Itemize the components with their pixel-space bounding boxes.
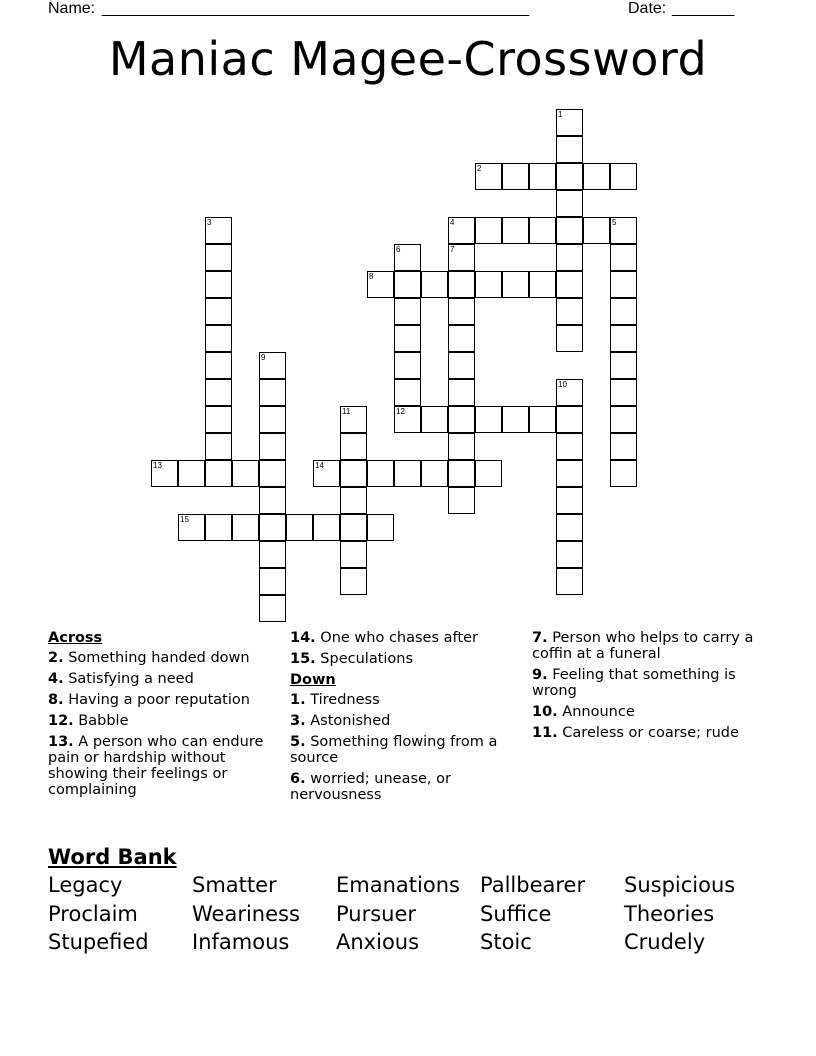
grid-cell[interactable] — [259, 487, 286, 514]
word-bank-word: Proclaim — [48, 901, 138, 926]
grid-cell[interactable] — [421, 271, 448, 298]
clue — [532, 725, 762, 741]
clue-text: A person who can endure pain or hardship without showing their feelings or complaining — [48, 734, 264, 798]
word-bank-word: Anxious — [336, 930, 420, 954]
grid-cell[interactable] — [529, 217, 556, 244]
grid-cell[interactable] — [475, 163, 502, 190]
down-clue-list-continued — [532, 630, 762, 741]
grid-cell[interactable] — [448, 217, 475, 244]
clue-number: 3. — [290, 713, 306, 729]
grid-cell[interactable] — [529, 163, 556, 190]
grid-cell[interactable] — [367, 271, 394, 298]
clue-number: 8. — [48, 692, 64, 708]
word-bank-word: Infamous — [192, 930, 290, 954]
grid-cell[interactable] — [205, 325, 232, 352]
grid-cell[interactable] — [259, 433, 286, 460]
grid-cell[interactable] — [421, 460, 448, 487]
grid-cell[interactable] — [340, 514, 367, 541]
grid-cell[interactable] — [610, 217, 637, 244]
clue-text: Person who helps to carry a coffin at a funeral — [532, 630, 754, 662]
grid-cell[interactable] — [448, 244, 475, 271]
grid-cell[interactable] — [259, 595, 286, 622]
grid-cell[interactable] — [502, 163, 529, 190]
clue-number: 1. — [290, 692, 306, 708]
grid-cell[interactable] — [475, 460, 502, 487]
grid-cell[interactable] — [610, 433, 637, 460]
grid-cell[interactable] — [475, 406, 502, 433]
grid-cell[interactable] — [259, 460, 286, 487]
grid-cell[interactable] — [610, 325, 637, 352]
clue-number: 14. — [290, 630, 316, 646]
clue-number: 7. — [532, 630, 548, 646]
grid-cell[interactable] — [394, 460, 421, 487]
clue-number: 2 — [477, 164, 482, 173]
grid-cell[interactable] — [367, 514, 394, 541]
grid-cell[interactable] — [205, 271, 232, 298]
grid-cell[interactable] — [610, 460, 637, 487]
grid-cell[interactable] — [421, 406, 448, 433]
word-bank-word: Suffice — [480, 901, 552, 926]
grid-cell[interactable] — [178, 514, 205, 541]
grid-cell[interactable] — [475, 217, 502, 244]
grid-cell[interactable] — [556, 325, 583, 352]
grid-cell[interactable] — [556, 217, 583, 244]
word-bank-word: Pallbearer — [480, 873, 586, 897]
clue-number: 4. — [48, 671, 64, 687]
clue — [532, 667, 762, 699]
clue-number: 14 — [315, 461, 324, 470]
clue-number: 5. — [290, 734, 306, 750]
grid-cell[interactable] — [556, 406, 583, 433]
clue-number: 4 — [450, 218, 455, 227]
grid-cell[interactable] — [205, 460, 232, 487]
grid-cell[interactable] — [340, 460, 367, 487]
clue-number: 7 — [450, 245, 455, 254]
clue-text: Tiredness — [305, 692, 380, 708]
clue — [48, 734, 273, 798]
grid-cell[interactable] — [313, 460, 340, 487]
grid-cell[interactable] — [448, 271, 475, 298]
across-heading: Across — [48, 630, 103, 646]
grid-cell[interactable] — [205, 244, 232, 271]
grid-cell[interactable] — [205, 433, 232, 460]
word-bank-word: Weariness — [192, 901, 300, 926]
grid-cell[interactable] — [556, 136, 583, 163]
clue-number: 11 — [342, 407, 351, 416]
grid-cell[interactable] — [340, 541, 367, 568]
grid-cell[interactable] — [394, 244, 421, 271]
grid-cell[interactable] — [232, 460, 259, 487]
clue-text: Astonished — [305, 713, 391, 729]
clue — [48, 671, 273, 687]
clue-text: Careless or coarse; rude — [557, 725, 739, 741]
grid-cell[interactable] — [205, 298, 232, 325]
grid-cell[interactable] — [313, 514, 340, 541]
word-bank-word: Crudely — [624, 930, 706, 954]
clue-number: 3 — [207, 218, 212, 227]
across-clue-list-continued — [290, 630, 515, 667]
grid-cell[interactable] — [556, 271, 583, 298]
grid-cell[interactable] — [448, 325, 475, 352]
grid-cell[interactable] — [556, 460, 583, 487]
clue — [48, 650, 273, 666]
grid-cell[interactable] — [205, 406, 232, 433]
grid-cell[interactable] — [583, 163, 610, 190]
down-heading: Down — [290, 672, 336, 688]
grid-cell[interactable] — [475, 271, 502, 298]
clue-number: 5 — [612, 218, 617, 227]
clue — [290, 771, 515, 803]
grid-cell[interactable] — [529, 271, 556, 298]
grid-cell[interactable] — [205, 514, 232, 541]
grid-cell[interactable] — [610, 271, 637, 298]
word-bank-word: Emanations — [336, 873, 460, 897]
grid-cell[interactable] — [448, 352, 475, 379]
clue — [532, 630, 762, 662]
clue-number: 10 — [558, 380, 567, 389]
grid-cell[interactable] — [259, 352, 286, 379]
grid-cell[interactable] — [556, 244, 583, 271]
name-label: Name: — [48, 0, 96, 17]
clue-number: 11. — [532, 725, 558, 741]
clues-column-2 — [290, 630, 515, 808]
grid-cell[interactable] — [556, 190, 583, 217]
grid-cell[interactable] — [367, 460, 394, 487]
word-bank-word: Suspicious — [624, 873, 736, 897]
word-bank-word: Stupefied — [48, 930, 149, 954]
clue — [290, 734, 515, 766]
clue-text: Something flowing from a source — [290, 734, 498, 766]
date-label: Date: — [628, 0, 667, 17]
grid-cell[interactable] — [259, 541, 286, 568]
grid-cell[interactable] — [394, 298, 421, 325]
grid-cell[interactable] — [448, 406, 475, 433]
grid-cell[interactable] — [340, 487, 367, 514]
word-bank-word: Stoic — [480, 930, 532, 954]
grid-cell[interactable] — [556, 379, 583, 406]
grid-cell[interactable] — [448, 379, 475, 406]
clue-text: One who chases after — [315, 630, 478, 646]
grid-cell[interactable] — [394, 379, 421, 406]
clue-text: Satisfying a need — [63, 671, 194, 687]
clue — [48, 692, 273, 708]
clue-number: 12 — [396, 407, 405, 416]
clue — [290, 713, 515, 729]
clue-number: 8 — [369, 272, 374, 281]
clue-text: Feeling that something is wrong — [532, 667, 736, 699]
clue-number: 13 — [153, 461, 162, 470]
grid-cell[interactable] — [583, 217, 610, 244]
grid-cell[interactable] — [610, 298, 637, 325]
clue-number: 1 — [558, 110, 563, 119]
name-blank[interactable]: ________________________________________________ — [102, 0, 530, 17]
grid-cell[interactable] — [556, 109, 583, 136]
word-bank-word: Theories — [624, 901, 715, 926]
word-bank-word: Pursuer — [336, 901, 417, 926]
word-bank-word: Smatter — [192, 873, 277, 897]
page-title: Maniac Magee-Crossword — [108, 32, 708, 86]
grid-cell[interactable] — [529, 406, 556, 433]
clue-number: 15 — [180, 515, 189, 524]
grid-cell[interactable] — [394, 352, 421, 379]
grid-cell[interactable] — [556, 433, 583, 460]
grid-cell[interactable] — [394, 406, 421, 433]
word-bank-title: Word Bank — [48, 845, 177, 869]
grid-cell[interactable] — [610, 244, 637, 271]
clue-text: Something handed down — [63, 650, 250, 666]
grid-cell[interactable] — [286, 514, 313, 541]
clue — [48, 713, 273, 729]
clue — [290, 630, 515, 646]
grid-cell[interactable] — [448, 487, 475, 514]
grid-cell[interactable] — [556, 487, 583, 514]
clues-column-3 — [532, 630, 762, 746]
grid-cell[interactable] — [205, 379, 232, 406]
clue-number: 12. — [48, 713, 74, 729]
clue-number: 6 — [396, 245, 401, 254]
clue-number: 9 — [261, 353, 266, 362]
clue-text: Having a poor reputation — [63, 692, 250, 708]
grid-cell[interactable] — [556, 298, 583, 325]
grid-cell[interactable] — [556, 163, 583, 190]
clue-text: worried; unease, or nervousness — [290, 771, 451, 803]
clue — [290, 692, 515, 708]
grid-cell[interactable] — [448, 433, 475, 460]
grid-cell[interactable] — [394, 325, 421, 352]
grid-cell[interactable] — [610, 352, 637, 379]
grid-cell[interactable] — [502, 217, 529, 244]
grid-cell[interactable] — [610, 379, 637, 406]
grid-cell[interactable] — [205, 217, 232, 244]
clue — [290, 651, 515, 667]
grid-cell[interactable] — [259, 514, 286, 541]
grid-cell[interactable] — [556, 514, 583, 541]
grid-cell[interactable] — [394, 271, 421, 298]
clue-number: 15. — [290, 651, 316, 667]
grid-cell[interactable] — [259, 379, 286, 406]
grid-cell[interactable] — [340, 406, 367, 433]
grid-cell[interactable] — [502, 406, 529, 433]
down-clue-list — [290, 692, 515, 803]
clue-text: Announce — [557, 704, 635, 720]
clue-number: 10. — [532, 704, 558, 720]
clue-number: 2. — [48, 650, 64, 666]
clue-number: 6. — [290, 771, 306, 787]
grid-cell[interactable] — [610, 163, 637, 190]
across-clue-list — [48, 650, 273, 798]
grid-cell[interactable] — [232, 514, 259, 541]
clue-number: 13. — [48, 734, 74, 750]
grid-cell[interactable] — [259, 406, 286, 433]
grid-cell[interactable] — [448, 298, 475, 325]
grid-cell[interactable] — [502, 271, 529, 298]
clue-text: Babble — [73, 713, 129, 729]
grid-cell[interactable] — [205, 352, 232, 379]
word-bank-word: Legacy — [48, 873, 123, 897]
date-blank[interactable]: _______ — [672, 0, 735, 17]
clue — [532, 704, 762, 720]
grid-cell[interactable] — [178, 460, 205, 487]
grid-cell[interactable] — [259, 568, 286, 595]
grid-cell[interactable] — [610, 406, 637, 433]
grid-cell[interactable] — [340, 433, 367, 460]
clue-number: 9. — [532, 667, 548, 683]
clues-column-1 — [48, 630, 273, 803]
grid-cell[interactable] — [556, 541, 583, 568]
grid-cell[interactable] — [556, 568, 583, 595]
grid-cell[interactable] — [448, 460, 475, 487]
clue-text: Speculations — [315, 651, 414, 667]
grid-cell[interactable] — [340, 568, 367, 595]
grid-cell[interactable] — [151, 460, 178, 487]
